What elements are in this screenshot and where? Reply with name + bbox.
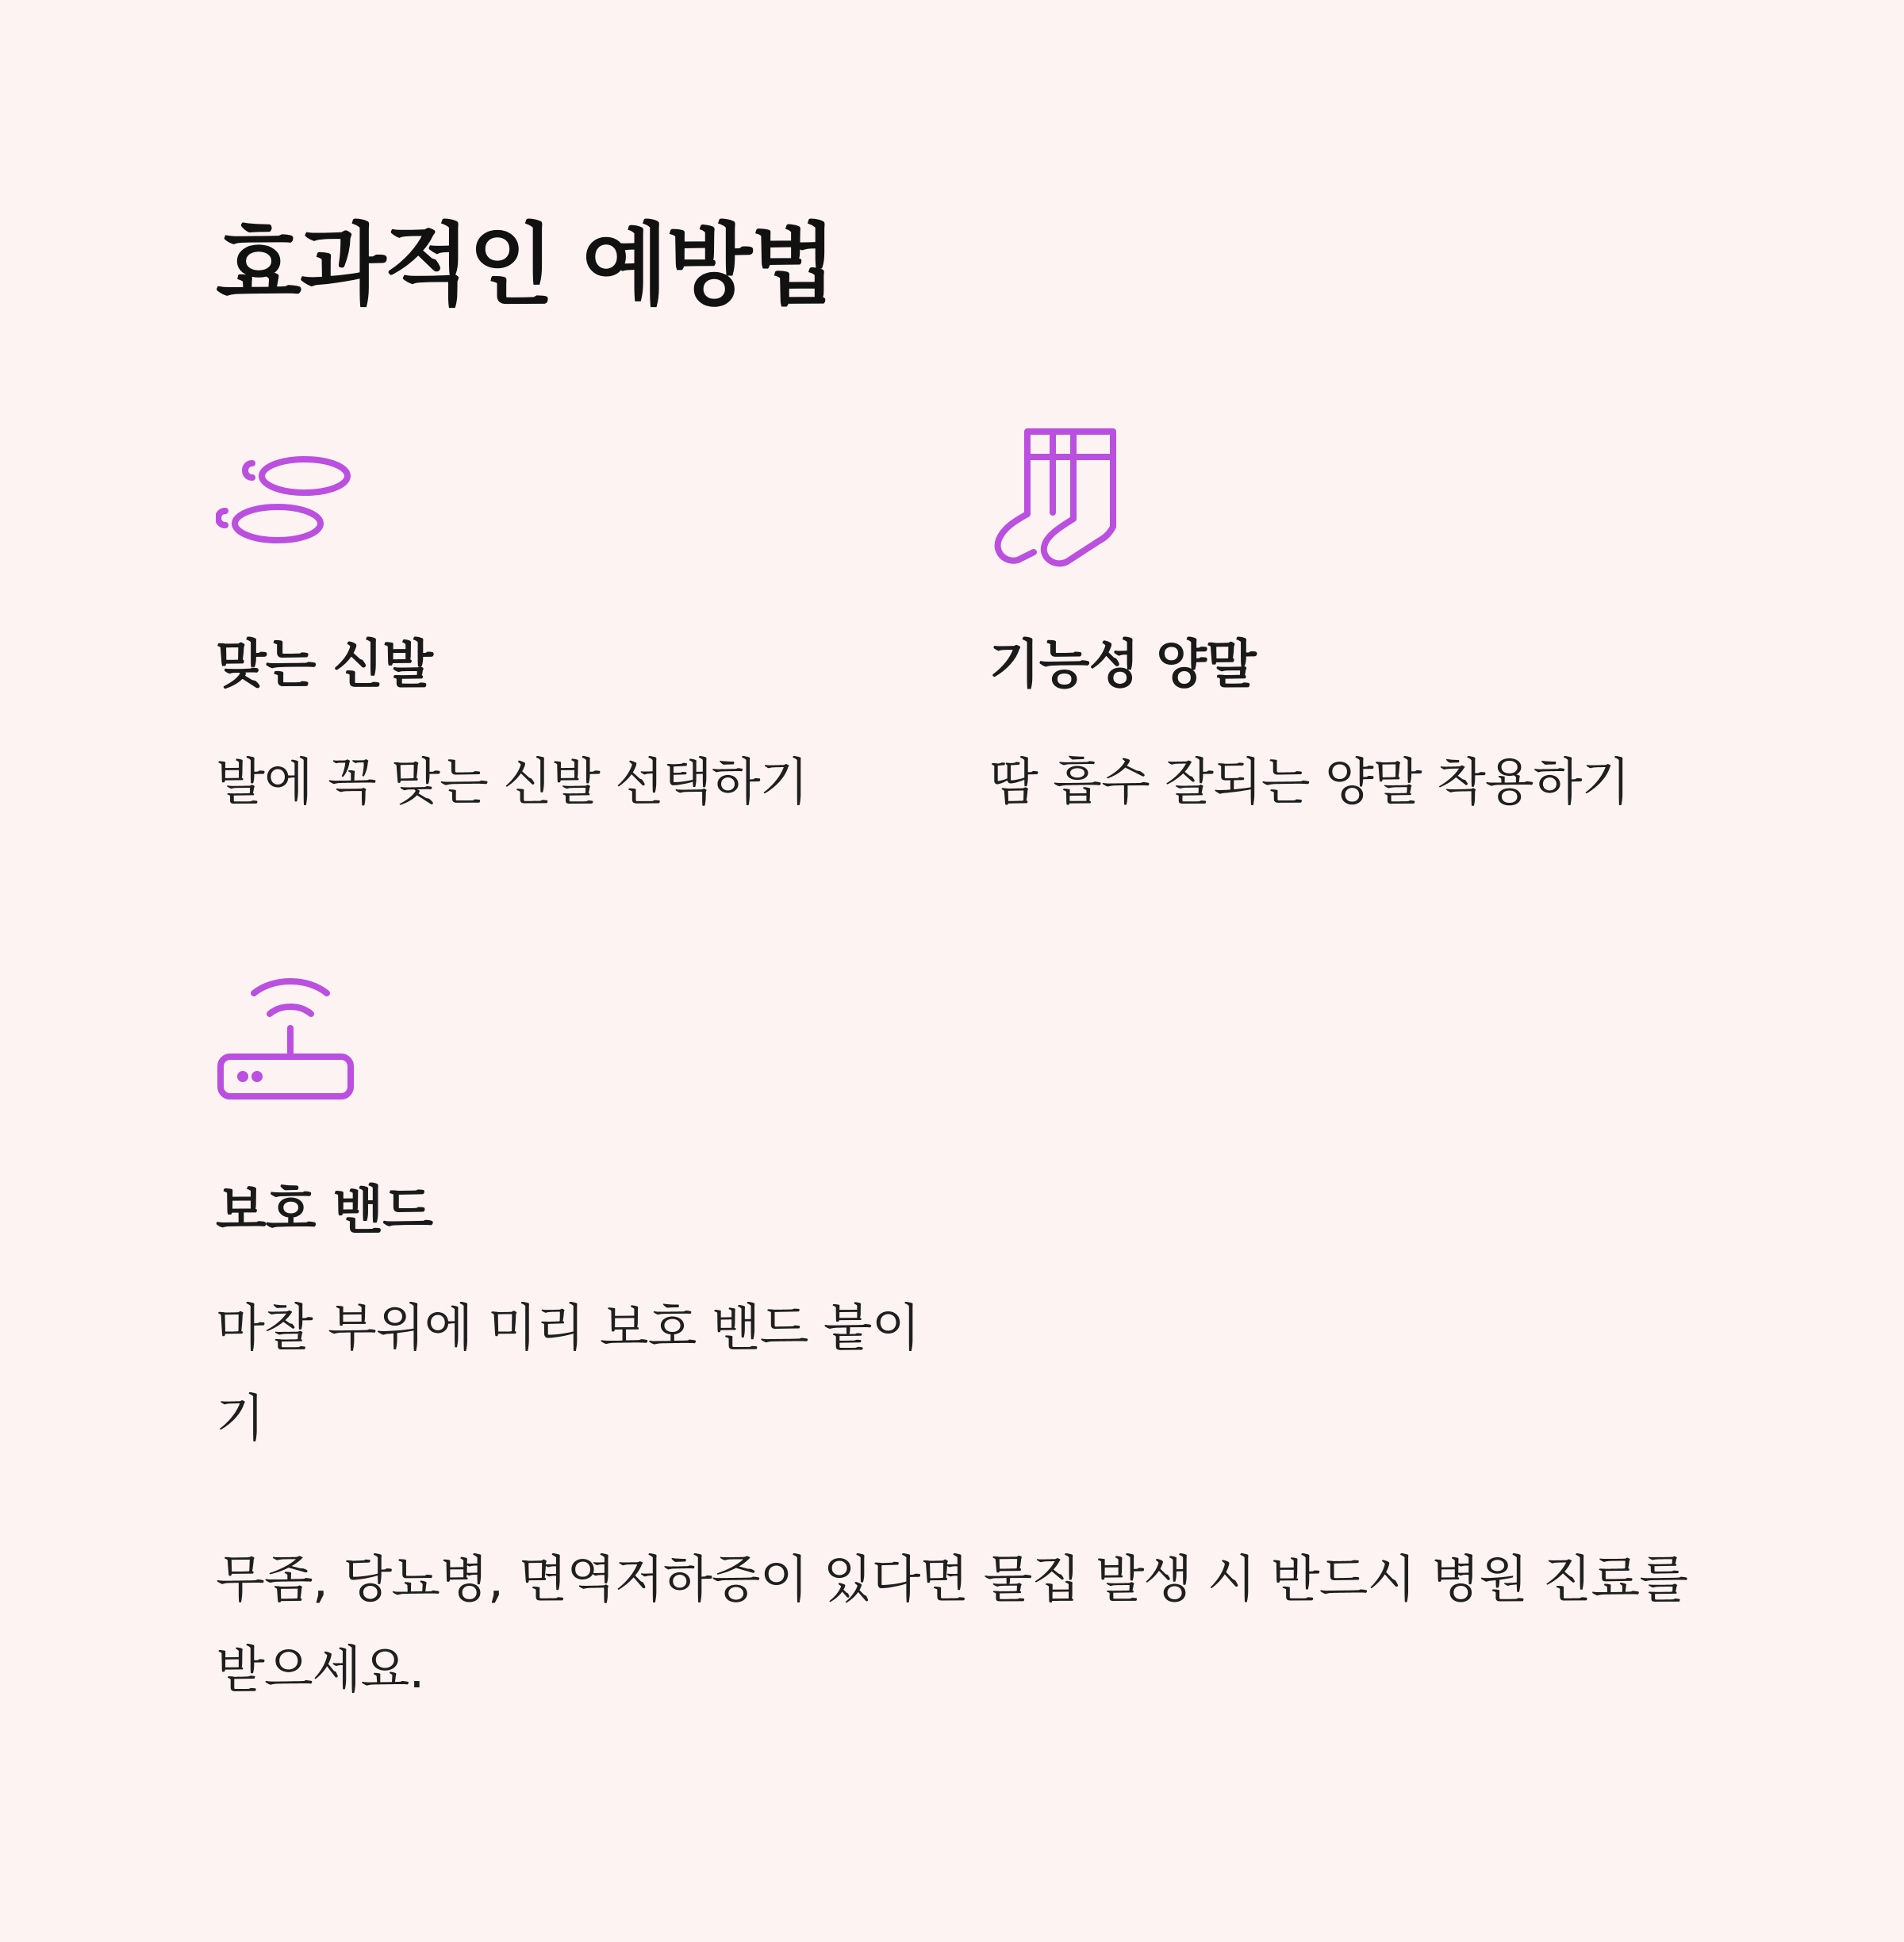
card-title: 보호 밴드 (216, 1180, 433, 1241)
page-title: 효과적인 예방법 (216, 214, 835, 317)
card-title: 맞는 신발 (216, 634, 433, 695)
page (216, 0, 1723, 1942)
socks-icon (989, 428, 1129, 568)
card-description: 땀 흡수 잘되는 양말 착용하기 (989, 754, 1630, 812)
card-title: 기능성 양말 (989, 634, 1256, 695)
card-description: 마찰 부위에 미리 보호 밴드 붙이기 (216, 1299, 920, 1449)
medical-note: 무좀, 당뇨병, 면역저하증이 있다면 물집 발생 시 반드시 병원 진료를 받으세요. (216, 1551, 1688, 1700)
card-description: 발에 꼭 맞는 신발 선택하기 (216, 754, 808, 812)
footprints-icon (216, 428, 355, 568)
router-icon (216, 974, 355, 1114)
